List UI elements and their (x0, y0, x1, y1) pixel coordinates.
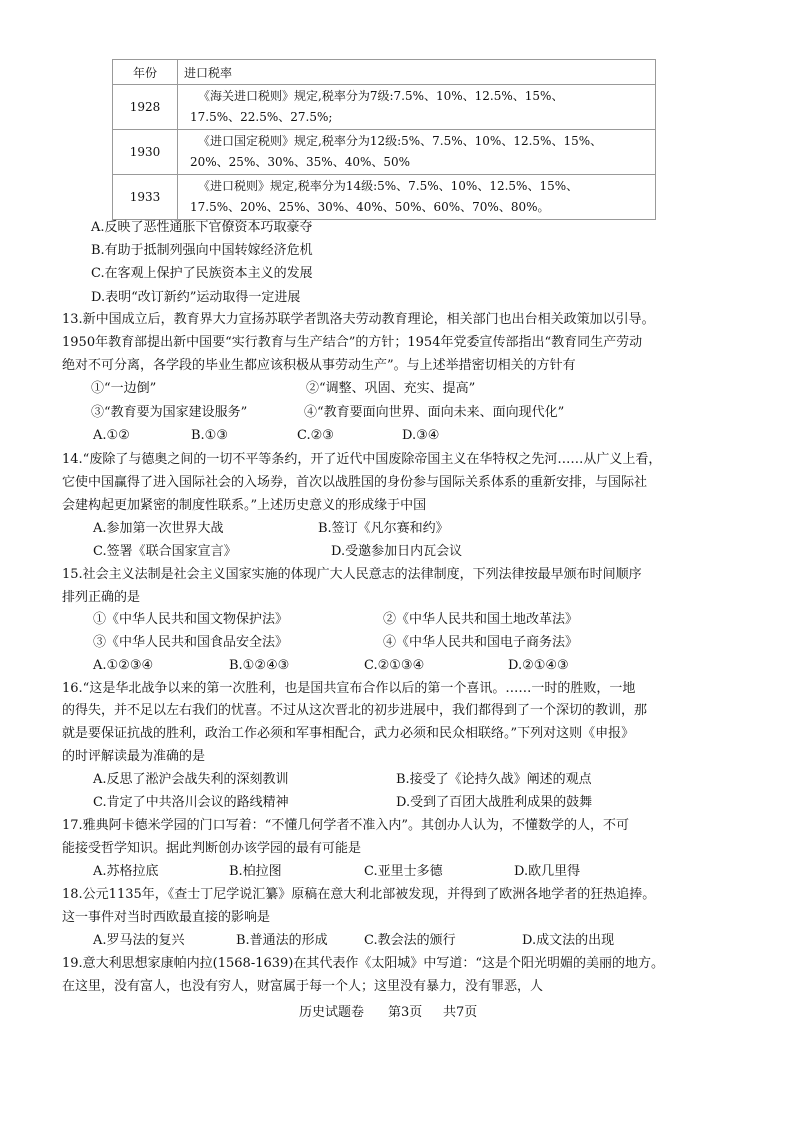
q16-option-d: D.受到了百团大战胜利成果的鼓舞 (396, 795, 593, 810)
q15-stem-line: 15.社会主义法制是社会主义国家实施的体现广大人民意志的法律制度，下列法律按最早颁布时间顺序 (62, 567, 642, 582)
q17-stem-line: 17.雅典阿卡德米学园的门口写着：“不懂几何学者不准入内”。其创办人认为，不懂数学的人，不可 (62, 818, 629, 833)
q13-stem-line: 绝对不可分离，各学段的毕业生都应该积极从事劳动生产”。与上述举措密切相关的方针有 (62, 358, 576, 373)
rate-line: 17.5%、22.5%、27.5%; (190, 110, 333, 124)
q15-option-b: B.①②④③ (229, 658, 290, 673)
q14-option-c: C.签署《联合国家宣言》 (93, 544, 237, 559)
rate-line: 20%、25%、30%、35%、40%、50% (190, 155, 411, 169)
table-row (113, 130, 656, 175)
q14-stem-line: 14.“废除了与德奥之间的一切不平等条约，开了近代中国废除帝国主义在华特权之先河……从广义上看， (62, 452, 662, 467)
table-row (113, 85, 656, 130)
q17-option-a: A.苏格拉底 (93, 864, 159, 879)
q13-option-d: D.③④ (402, 428, 440, 443)
q18-stem-line: 这一事件对当时西欧最直接的影响是 (62, 910, 271, 925)
q16-option-a: A.反思了淞沪会战失利的深刻教训 (93, 772, 289, 787)
import-tax-table (112, 59, 656, 220)
row-rate (178, 175, 656, 220)
q12-option-d: D.表明“改订新约”运动取得一定进展 (91, 290, 301, 305)
q13-item-2: ②“调整、巩固、充实、提高” (306, 381, 476, 396)
q16-stem-line: 就是要保证抗战的胜利，政治工作必须和军事相配合，武力必须和民众相联络。”下列对这则《申报》 (62, 726, 635, 741)
q13-item-4: ④“教育要面向世界、面向未来、面向现代化” (304, 405, 565, 420)
q14-stem-line: 它使中国赢得了进入国际社会的入场券，首次以战胜国的身份参与国际关系体系的重新安排，与国际社 (62, 475, 648, 490)
q13-option-a: A.①② (93, 428, 130, 443)
q12-option-b: B.有助于抵制列强向中国转嫁经济危机 (91, 243, 313, 258)
rate-line: 《进口国定税则》规定,税率分为12级:5%、7.5%、10%、12.5%、15%、 (198, 134, 603, 148)
q17-option-b: B.柏拉图 (229, 864, 282, 879)
q14-option-d: D.受邀参加日内瓦会议 (331, 544, 463, 559)
q16-stem-line: 16.“这是华北战争以来的第一次胜利，也是国共宣布合作以后的第一个喜讯。……一时的胜败，一地 (62, 681, 636, 696)
q18-option-a: A.罗马法的复兴 (93, 933, 185, 948)
q13-stem-line: 1950年教育部提出新中国要“实行教育与生产结合”的方针；1954年党委宣传部指出“教育同生产劳动 (62, 335, 643, 350)
q17-option-d: D.欧几里得 (514, 864, 581, 879)
q18-option-d: D.成文法的出现 (522, 933, 615, 948)
q16-option-b: B.接受了《论持久战》阐述的观点 (396, 772, 592, 787)
q19-stem-line: 19.意大利思想家康帕内拉(1568-1639)在其代表作《太阳城》中写道：“这是个阳光明媚的美丽的地方。 (62, 956, 665, 971)
q13-option-b: B.①③ (191, 428, 228, 443)
table-header-row (113, 60, 656, 85)
rate-line: 17.5%、20%、25%、30%、40%、50%、60%、70%、80%。 (190, 200, 550, 214)
q12-option-a: A.反映了恶性通胀下官僚资本巧取豪夺 (91, 220, 313, 235)
q15-stem-line: 排列正确的是 (62, 590, 141, 605)
q17-option-c: C.亚里士多德 (364, 864, 443, 879)
q12-option-c: C.在客观上保护了民族资本主义的发展 (91, 266, 313, 281)
q13-option-c: C.②③ (297, 428, 334, 443)
footer-subject: 历史试题卷 (299, 1005, 365, 1020)
header-rate: 进口税率 (178, 60, 656, 85)
header-year: 年份 (113, 60, 178, 85)
footer-page-number: 第3页 (388, 1005, 423, 1020)
q15-option-a: A.①②③④ (93, 658, 154, 673)
q15-item-1: ①《中华人民共和国文物保护法》 (93, 612, 289, 627)
row-rate (178, 130, 656, 175)
table-row (113, 175, 656, 220)
q18-option-b: B.普通法的形成 (236, 933, 328, 948)
q15-option-c: C.②①③④ (364, 658, 425, 673)
q16-stem-line: 的得失，并不足以左右我们的忧喜。不过从这次晋北的初步进展中，我们都得到了一个深切的教训，那 (62, 703, 648, 718)
q13-item-1: ①“一边倒” (91, 381, 157, 396)
q15-option-d: D.②①④③ (508, 658, 569, 673)
row-rate (178, 85, 656, 130)
q15-item-2: ②《中华人民共和国土地改革法》 (383, 612, 579, 627)
q15-item-3: ③《中华人民共和国食品安全法》 (93, 635, 289, 650)
q18-option-c: C.教会法的颁行 (364, 933, 456, 948)
q13-item-3: ③“教育要为国家建设服务” (91, 405, 248, 420)
q16-stem-line: 的时评解读最为准确的是 (62, 749, 206, 764)
row-year: 1930 (113, 130, 178, 175)
q16-option-c: C.肯定了中共洛川会议的路线精神 (93, 795, 289, 810)
q19-stem-line: 在这里，没有富人，也没有穷人，财富属于每一个人；这里没有暴力，没有罪恶，人 (62, 979, 544, 994)
q14-stem-line: 会建构起更加紧密的制度性联系。”上述历史意义的形成缘于中国 (62, 498, 427, 513)
q15-item-4: ④《中华人民共和国电子商务法》 (383, 635, 579, 650)
q13-stem-line: 13.新中国成立后，教育界大力宣扬苏联学者凯洛夫劳动教育理论，相关部门也出台相关政策加以引导。 (62, 312, 655, 327)
rate-line: 《进口税则》规定,税率分为14级:5%、7.5%、10%、12.5%、15%、 (198, 179, 579, 193)
q14-option-b: B.签订《凡尔赛和约》 (318, 521, 449, 536)
row-year: 1928 (113, 85, 178, 130)
footer-total-pages: 共7页 (443, 1005, 478, 1020)
q14-option-a: A.参加第一次世界大战 (93, 521, 224, 536)
row-year: 1933 (113, 175, 178, 220)
rate-line: 《海关进口税则》规定,税率分为7级:7.5%、10%、12.5%、15%、 (198, 89, 564, 103)
q18-stem-line: 18.公元1135年，《查士丁尼学说汇纂》原稿在意大利北部被发现，并得到了欧洲各地学者的狂热追捧。 (62, 887, 656, 902)
q17-stem-line: 能接受哲学知识。据此判断创办该学园的最有可能是 (62, 841, 362, 856)
